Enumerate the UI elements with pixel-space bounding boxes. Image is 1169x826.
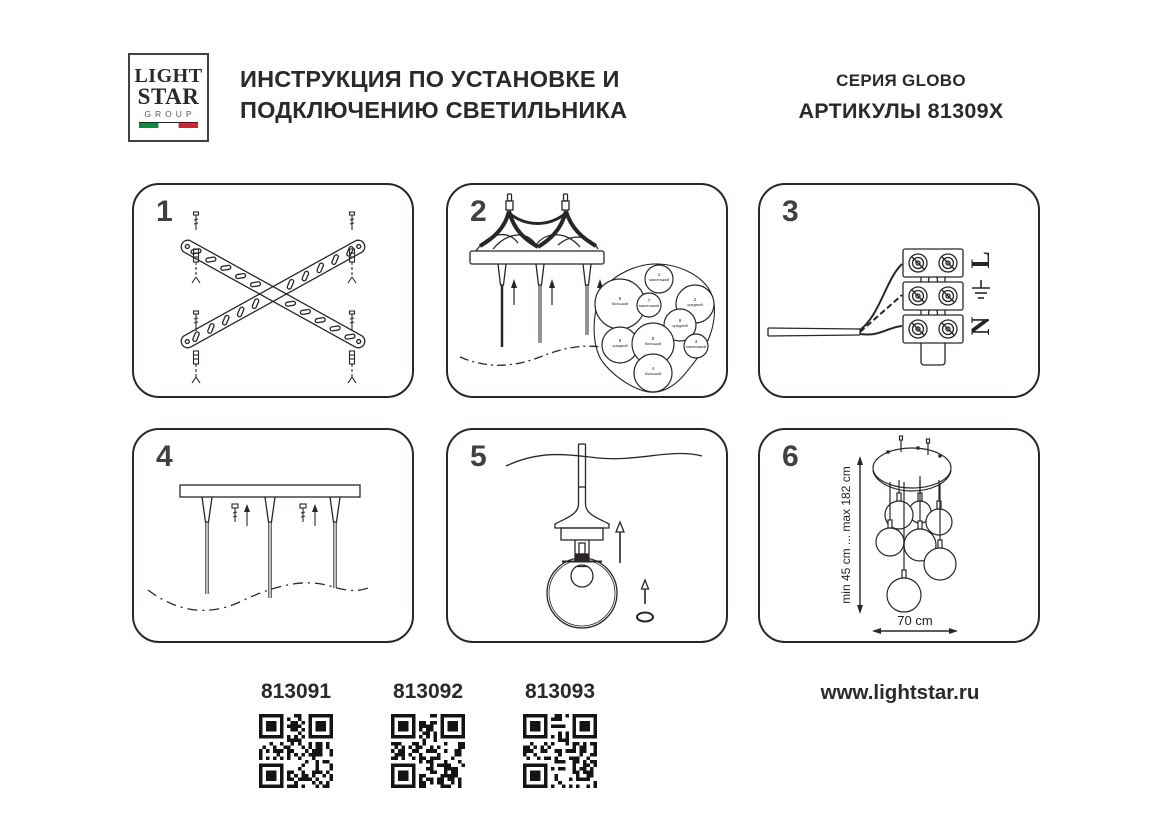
logo-light-text: LIGHT [134,65,203,87]
article-code-1: 813091 [260,680,332,703]
suspension-illustration [134,430,412,641]
globe-size-label-3: 3 маленький [685,339,707,349]
globe-install-illustration [448,430,726,641]
height-dimension-label: min 45 cm ... max 182 cm [839,466,853,604]
flag-white [158,123,179,128]
article-block-1 [236,680,356,788]
terminal-label-live: L [966,251,995,269]
globe-size-label-1: 1 маленький [648,272,670,282]
articles-code: АРТИКУЛЫ 81309X [798,99,1004,123]
flag-green [139,123,158,128]
step-number-6: 6 [782,440,799,473]
globe-size-label-4: 4 большой [644,366,662,376]
qr-code-813092 [391,714,465,788]
wiring-illustration [760,185,1038,396]
qr-code-813091 [259,714,333,788]
step-panel-1 [132,183,414,398]
logo-star-text: STAR [137,84,200,109]
page-title [240,64,627,126]
globe-size-label-7: 7 маленький [638,298,660,308]
step-panel-3 [758,183,1040,398]
article-block-3 [500,680,620,788]
globe-size-label-5: 5 средний [612,338,628,348]
step-panel-4 [132,428,414,643]
series-block [745,71,1057,124]
globe-size-label-8: 8 большой [644,336,662,346]
globe-size-label-6: 6 большой [611,296,629,306]
logo-group-text: GROUP [144,109,196,119]
step-number-1: 1 [156,195,173,228]
step-number-3: 3 [782,195,799,228]
cross-bracket-illustration [134,185,412,396]
step-number-4: 4 [156,440,173,473]
logo-flag-stripe [139,122,198,128]
step-number-2: 2 [470,195,487,228]
canopy-cables-illustration [448,185,726,396]
ground-symbol [972,280,990,298]
globe-size-label-9: 9 средний [672,318,688,328]
article-code-3: 813093 [524,680,596,703]
title-line-2: ПОДКЛЮЧЕНИЮ СВЕТИЛЬНИКА [240,97,628,123]
article-code-2: 813092 [392,680,464,703]
article-block-2 [368,680,488,788]
assembled-fixture-illustration [760,430,1038,641]
series-name: СЕРИЯ GLOBO [836,71,966,90]
qr-code-813093 [523,714,597,788]
step-number-5: 5 [470,440,487,473]
website-url: www.lightstar.ru [820,681,980,704]
step-panel-2 [446,183,728,398]
globe-size-label-2: 2 средний [687,297,703,307]
flag-red [179,123,198,128]
title-line-1: ИНСТРУКЦИЯ ПО УСТАНОВКЕ И [240,66,620,92]
terminal-label-neutral: N [966,316,995,336]
step-panel-6 [758,428,1040,643]
lightstar-logo [128,53,209,142]
width-dimension-label: 70 cm [897,613,933,628]
step-panel-5 [446,428,728,643]
